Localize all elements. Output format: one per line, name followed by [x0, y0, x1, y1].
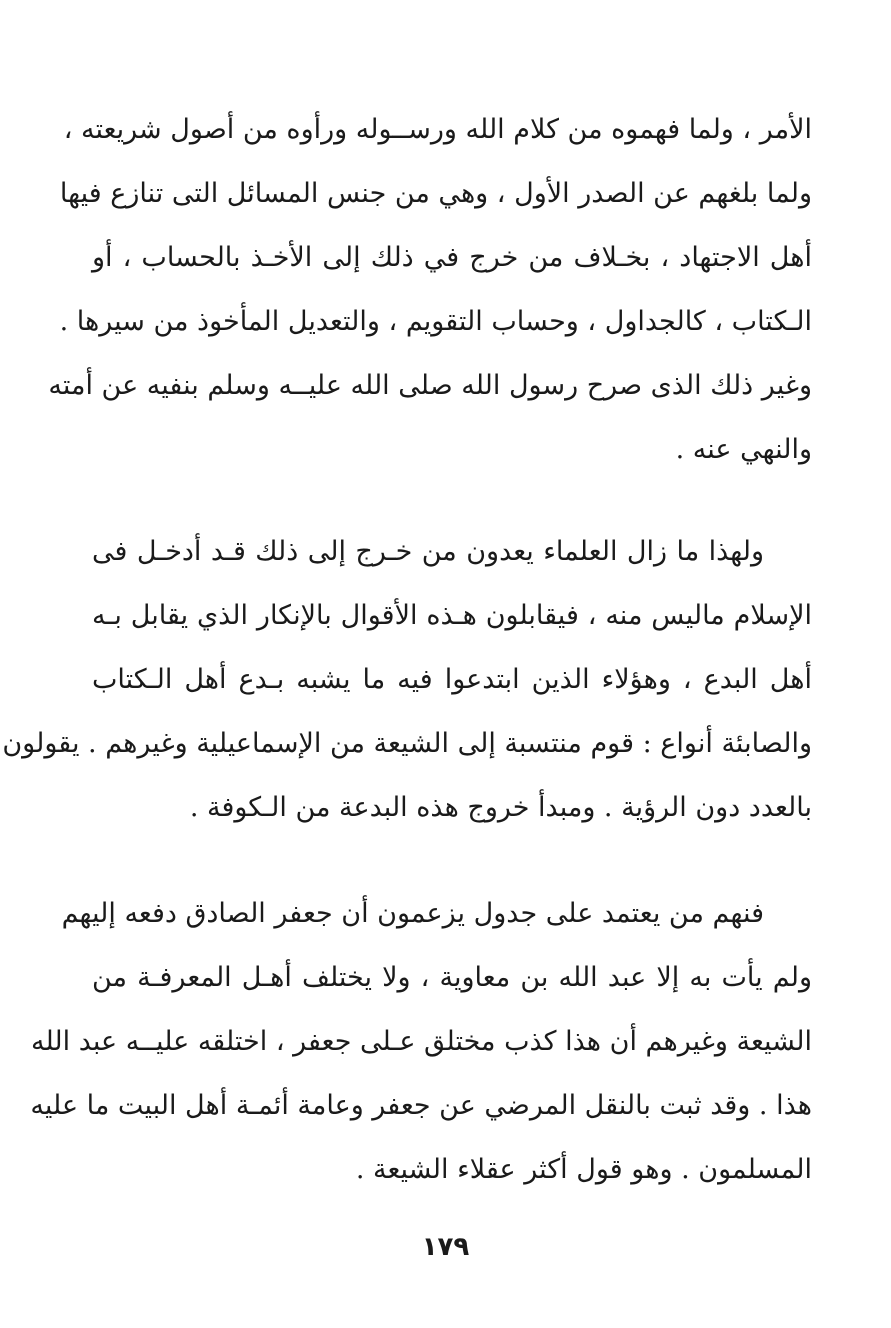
paragraph-line: المسلمون . وهو قول أكثر عقلاء الشيعة . [355, 1154, 812, 1185]
paragraph-line: الإسلام ماليس منه ، فيقابلون هـذه الأقوال بالإنكار الذي يقابل بـه [92, 600, 812, 631]
paragraph-line: الشيعة وغيرهم أن هذا كذب مختلق عـلى جعفر ، اختلقه عليــه عبد الله [31, 1026, 812, 1057]
paragraph-2 [2, 520, 812, 840]
paragraph-line: الأمر ، ولما فهموه من كلام الله ورســوله ورأوه من أصول شريعته ، [63, 114, 812, 145]
paragraph-line: فنهم من يعتمد على جدول يزعمون أن جعفر الصادق دفعه إليهم [61, 898, 764, 929]
paragraph-1 [48, 98, 812, 482]
paragraph-line: الـكتاب ، كالجداول ، وحساب التقويم ، والتعديل المأخوذ من سيرها . [59, 306, 812, 337]
paragraph-line: بالعدد دون الرؤية . ومبدأ خروج هذه البدعة من الـكوفة . [189, 792, 812, 823]
paragraph-3 [30, 882, 812, 1202]
paragraph-line: ولهذا ما زال العلماء يعدون من خـرج إلى ذلك قـد أدخـل فى [92, 536, 764, 567]
paragraph-line: والصابئة أنواع : قوم منتسبة إلى الشيعة من الإسماعيلية وغيرهم . يقولون [2, 728, 812, 759]
paragraph-line: هذا . وقد ثبت بالنقل المرضي عن جعفر وعامة أئمـة أهل البيت ما عليه [30, 1090, 812, 1121]
paragraph-line: ولما بلغهم عن الصدر الأول ، وهي من جنس المسائل التى تنازع فيها [59, 178, 812, 209]
paragraph-line: ولم يأت به إلا عبد الله بن معاوية ، ولا يختلف أهـل المعرفـة من [92, 962, 812, 993]
paragraph-line: أهل البدع ، وهؤلاء الذين ابتدعوا فيه ما يشبه بـدع أهل الـكتاب [92, 664, 812, 695]
paragraph-line: أهل الاجتهاد ، بخـلاف من خرج في ذلك إلى الأخـذ بالحساب ، أو [92, 242, 812, 273]
paragraph-line: والنهي عنه . [675, 434, 812, 465]
paragraph-line: وغير ذلك الذى صرح رسول الله صلى الله عليــه وسلم بنفيه عن أمته [48, 370, 812, 401]
page-number: ١٧٩ [421, 1232, 470, 1262]
